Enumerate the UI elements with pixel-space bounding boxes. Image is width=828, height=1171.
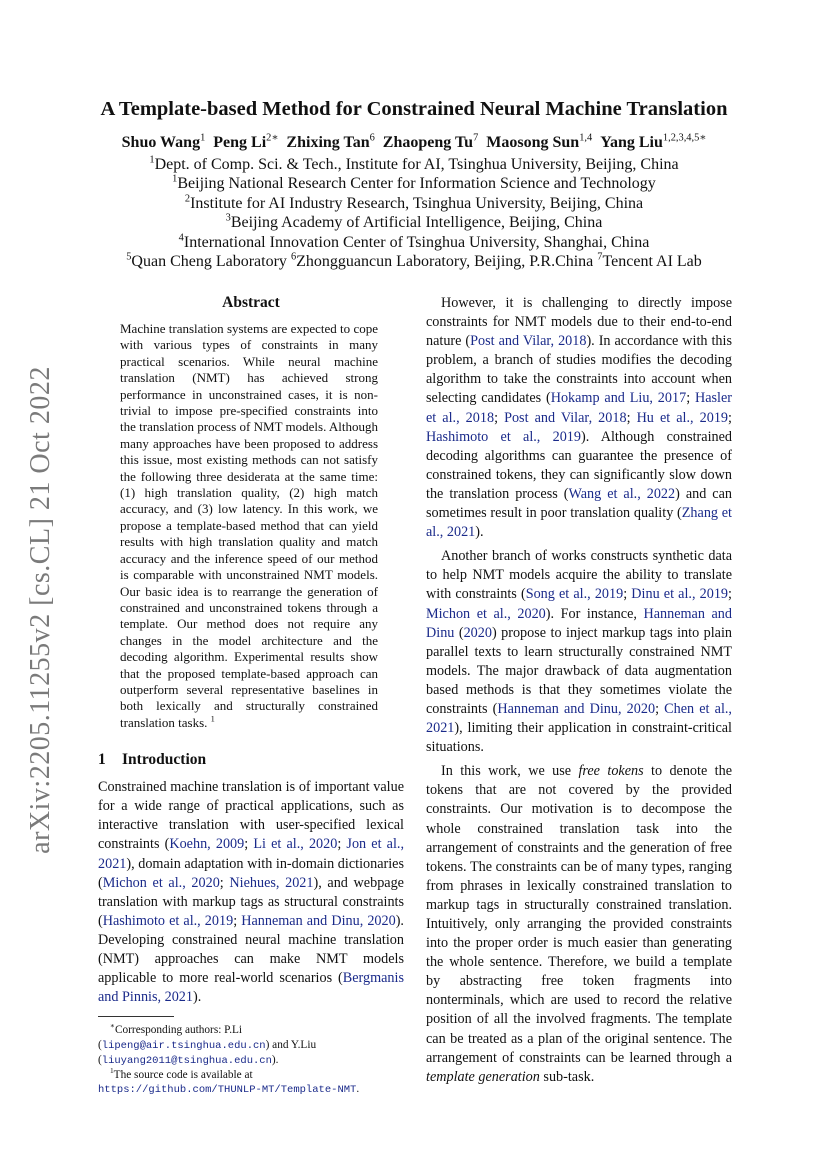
affiliation-line: $^1$Beijing National Research Center for Information Science and Technology <box>172 174 656 193</box>
citation-link[interactable]: Zhang et al., 2021 <box>426 505 732 541</box>
url-link[interactable]: https://github.com/THUNLP-MT/Template-NMT <box>98 1084 357 1097</box>
right-column <box>426 294 732 1087</box>
url-link[interactable]: liuyang2011@tsinghua.edu.cn <box>101 1054 272 1067</box>
arxiv-id-text: arXiv:2205.11255v2 [cs.CL] 21 Oct 2022 <box>25 366 57 854</box>
citation-link[interactable]: Michon et al., 2020 <box>102 874 220 891</box>
footnote-ref[interactable]: 1 <box>210 713 215 724</box>
citation-link[interactable]: Koehn, 2009 <box>169 836 245 853</box>
footnote-source-code: $^1$The source code is available at https://github.com/THUNLP-MT/Template-NMT. <box>98 1066 360 1097</box>
citation-link[interactable]: Wang et al., 2022 <box>568 485 676 502</box>
left-column <box>98 294 404 1098</box>
affiliation-line: $^3$Beijing Academy of Artificial Intelligence, Beijing, China <box>225 212 603 232</box>
citation-link[interactable]: Hanneman and Dinu <box>426 605 732 641</box>
citation-link[interactable]: Chen et al., 2021 <box>426 700 732 737</box>
body-paragraph: However, it is challenging to directly impose constraints for NMT models due to their end-to-end nature (Post and Vilar, 2018). In accordance with this problem, a branch of studies modifies the decoding algorithm to take the constraints into account when selecting candidates (Hokamp and Liu, 2017; Hasler et al., 2018; Post and Vilar, 2018; Hu et al., 2019; Hashimoto et al., 2019). Although constrained decoding algorithms can guarantee the presence of constrained tokens, they can significantly slow down the translation process (Wang et al., 2022) and can sometimes result in poor translation quality (Zhang et al., 2021). <box>426 295 733 541</box>
author-name: Yang Liu$^{1,2,3,4,5∗}$ <box>600 132 707 151</box>
citation-link[interactable]: Hanneman and Dinu, 2020 <box>497 700 656 717</box>
author-name: Zhaopeng Tu$^7$ <box>382 132 479 151</box>
footnote-rule <box>98 1016 174 1017</box>
author-name: Shuo Wang$^1$ <box>121 132 206 151</box>
citation-link[interactable]: 2020 <box>463 624 492 641</box>
section-heading-introduction: 1 Introduction <box>98 751 207 769</box>
arxiv-side-stamp <box>18 366 64 854</box>
author-list <box>60 134 768 152</box>
url-link[interactable]: lipeng@air.tsinghua.edu.cn <box>101 1039 266 1052</box>
author-name: Maosong Sun$^{1,4}$ <box>486 132 593 151</box>
citation-link[interactable]: Post and Vilar, 2018 <box>470 333 587 350</box>
body-paragraph: In this work, we use free tokens to denote the tokens that are not covered by the provided constraints. Our motivation is to decompose the whole constrained translation task into the arrangement of constraints and the generation of free tokens. The constraints can be of many types, ranging from phrases in lexically constrained translation to markup tags in structurally constrained translation. Intuitively, only arranging the provided constraints into the proper order is much easier than generating the whole sentence. Therefore, we build a template by abstracting free token fragments into nonterminals, which are used to record the relative position of all the involved fragments. The template can be treated as a plan of the original sentence. The arrangement of constraints can be learned through a template generation sub-task. <box>426 763 732 1085</box>
citation-link[interactable]: Michon et al., 2020 <box>426 605 546 622</box>
body-paragraph: Another branch of works constructs synthetic data to help NMT models acquire the ability to translate with constraints (Song et al., 2019; Dinu et al., 2019; Michon et al., 2020). For instance, Hanneman and Dinu (2020) propose to inject markup tags into plain parallel texts to learn structurally constrained NMT models. The major drawback of data augmentation based methods is that they sometimes violate the constraints (Hanneman and Dinu, 2020; Chen et al., 2021), limiting their application in constraint-critical situations. <box>426 548 732 756</box>
citation-link[interactable]: Song et al., 2019 <box>525 586 624 603</box>
citation-link[interactable]: Post and Vilar, 2018 <box>504 409 627 426</box>
footnote-corresponding: ∗Corresponding authors: P.Li (lipeng@air.tsinghua.edu.cn) and Y.Liu (liuyang2011@tsinghua.edu.cn). <box>98 1021 317 1067</box>
abstract-text: Machine translation systems are expected to cope with various types of constraints in many practical scenarios. While neural machine translation (NMT) has achieved strong performance in unconstrained cases, it is non-trivial to impose pre-specified constraints into the translation process of NMT models. Although many approaches have been proposed to address this issue, most existing methods can not satisfy the following three desiderata at the same time: (1) high translation quality, (2) high match accuracy, and (3) low latency. In this work, we propose a template-based method that can yield results with high translation quality and match accuracy and the inference speed of our method is comparable with unconstrained NMT models. Our basic idea is to rearrange the generation of constrained and unconstrained tokens through a template. Our method does not require any changes in the model architecture and the decoding algorithm. Experimental results show that the proposed template-based approach can outperform several representative baselines in both lexically and structurally constrained translation tasks. $^1$ <box>120 321 378 730</box>
abstract-heading: Abstract <box>222 294 280 311</box>
citation-link[interactable]: Hokamp and Liu, 2017 <box>550 390 687 407</box>
citation-link[interactable]: Niehues, 2021 <box>229 874 314 891</box>
citation-link[interactable]: Dinu et al., 2019 <box>631 586 729 603</box>
citation-link[interactable]: Hasler et al., 2018 <box>426 390 732 426</box>
citation-link[interactable]: Hu et al., 2019 <box>636 409 729 426</box>
paper-title: A Template-based Method for Constrained Neural Machine Translation <box>100 98 728 120</box>
affiliation-line: $^2$Institute for AI Industry Research, Tsinghua University, Beijing, China <box>184 193 644 212</box>
author-name: Zhixing Tan$^6$ <box>286 132 375 151</box>
author-name: Peng $Li^{2∗}$ <box>213 132 279 151</box>
affiliation-line: $^1$Dept. of Comp. Sci. & Tech., Institute for AI, Tsinghua University, Beijing, China <box>149 154 679 173</box>
affiliation-list <box>60 155 768 271</box>
citation-link[interactable]: Li et al., 2020 <box>253 836 338 853</box>
citation-link[interactable]: Hanneman and Dinu, 2020 <box>241 912 396 929</box>
citation-link[interactable]: Hashimoto et al., 2019 <box>426 428 581 445</box>
intro-paragraph: Constrained machine translation is of important value for a wide range of practical applications, such as interactive translation with user-specified lexical constraints (Koehn, 2009; Li et al., 2020; Jon et al., 2021), domain adaptation with in-domain dictionaries (Michon et al., 2020; Niehues, 2021), and webpage translation with markup tags as structural constraints (Hashimoto et al., 2019; Hanneman and Dinu, 2020). Developing constrained neural machine translation (NMT) approaches can make NMT models applicable to more real-world scenarios (Bergmanis and Pinnis, 2021). <box>98 779 404 1006</box>
citation-link[interactable]: Jon et al., 2021 <box>98 836 404 872</box>
citation-link[interactable]: Hashimoto et al., 2019 <box>102 912 234 929</box>
affiliation-line: $^4$International Innovation Center of Tsinghua University, Shanghai, China <box>178 232 650 251</box>
affiliation-line: $^5$Quan Cheng Laboratory $^6$Zhongguancun Laboratory, Beijing, P.R.China $^7$Tencent AI Lab <box>126 251 702 271</box>
citation-link[interactable]: Bergmanis and Pinnis, 2021 <box>98 970 404 1006</box>
